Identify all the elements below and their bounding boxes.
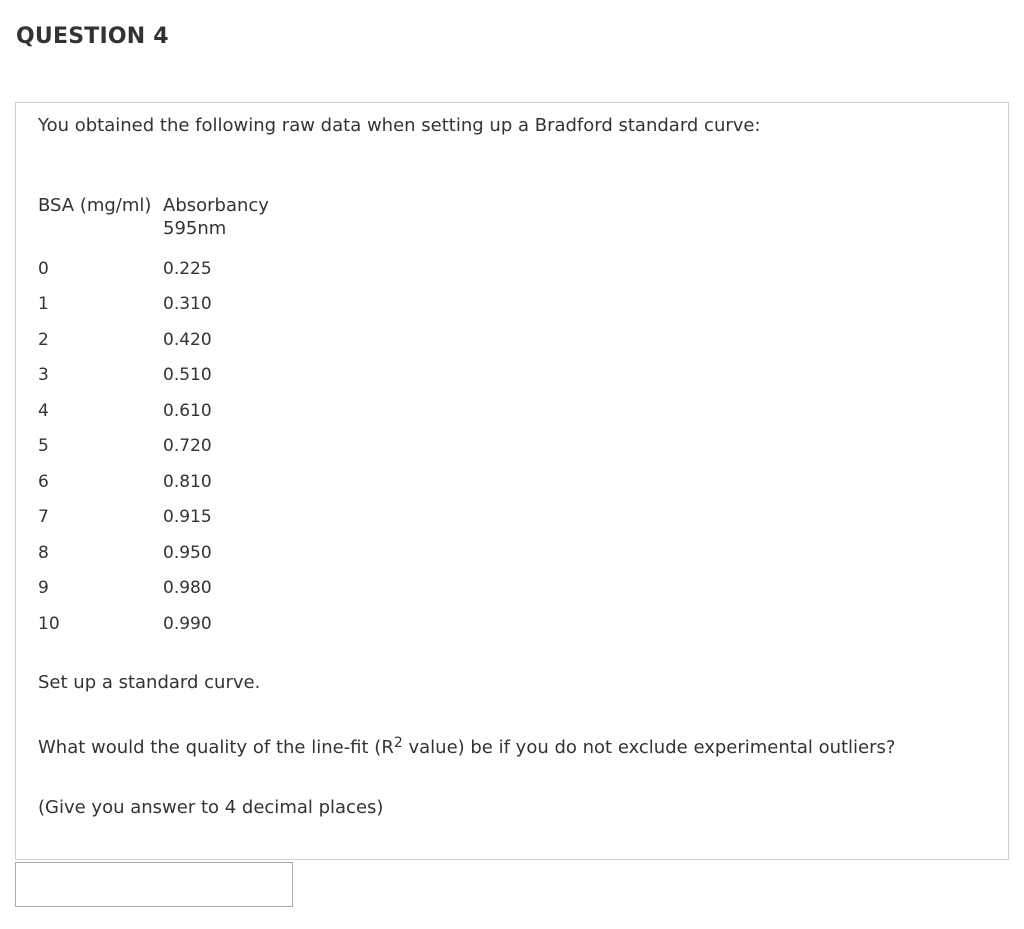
bsa-value: 3: [38, 365, 49, 385]
table-row: [38, 401, 338, 425]
instruction-text: Set up a standard curve.: [38, 672, 261, 693]
absorbancy-value: 0.310: [163, 294, 212, 314]
table-row: [38, 365, 338, 389]
absorbancy-value: 0.915: [163, 507, 212, 527]
bsa-value: 10: [38, 614, 60, 634]
absorbancy-value: 0.980: [163, 578, 212, 598]
table-row: [38, 614, 338, 638]
bsa-value: 2: [38, 330, 49, 350]
column-header-absorbancy: Absorbancy: [163, 195, 269, 216]
prompt-text-end: value) be if you do not exclude experimental outliers?: [402, 737, 896, 758]
table-row: [38, 472, 338, 496]
bsa-value: 0: [38, 259, 49, 279]
table-row: [38, 330, 338, 354]
bsa-value: 4: [38, 401, 49, 421]
question-title: QUESTION 4: [16, 24, 169, 49]
prompt-text-start: What would the quality of the line-fit (R: [38, 737, 394, 758]
table-row: [38, 543, 338, 567]
question-prompt: [38, 735, 895, 758]
absorbancy-value: 0.990: [163, 614, 212, 634]
table-row: [38, 294, 338, 318]
table-row: [38, 578, 338, 602]
bsa-value: 7: [38, 507, 49, 527]
answer-note: (Give you answer to 4 decimal places): [38, 797, 384, 818]
bsa-value: 9: [38, 578, 49, 598]
bsa-value: 1: [38, 294, 49, 314]
absorbancy-value: 0.510: [163, 365, 212, 385]
absorbancy-value: 0.610: [163, 401, 212, 421]
bsa-value: 5: [38, 436, 49, 456]
table-row: [38, 259, 338, 283]
superscript-2: 2: [393, 735, 403, 751]
absorbancy-value: 0.420: [163, 330, 212, 350]
answer-input[interactable]: [15, 862, 293, 907]
question-box: [15, 102, 1009, 860]
bsa-value: 6: [38, 472, 49, 492]
question-intro: You obtained the following raw data when setting up a Bradford standard curve:: [38, 115, 761, 136]
table-row: [38, 436, 338, 460]
absorbancy-value: 0.950: [163, 543, 212, 563]
absorbancy-value: 0.810: [163, 472, 212, 492]
table-row: [38, 507, 338, 531]
bsa-value: 8: [38, 543, 49, 563]
column-header-bsa: BSA (mg/ml): [38, 195, 152, 216]
absorbancy-value: 0.720: [163, 436, 212, 456]
absorbancy-value: 0.225: [163, 259, 212, 279]
column-header-wavelength: 595nm: [163, 218, 227, 239]
